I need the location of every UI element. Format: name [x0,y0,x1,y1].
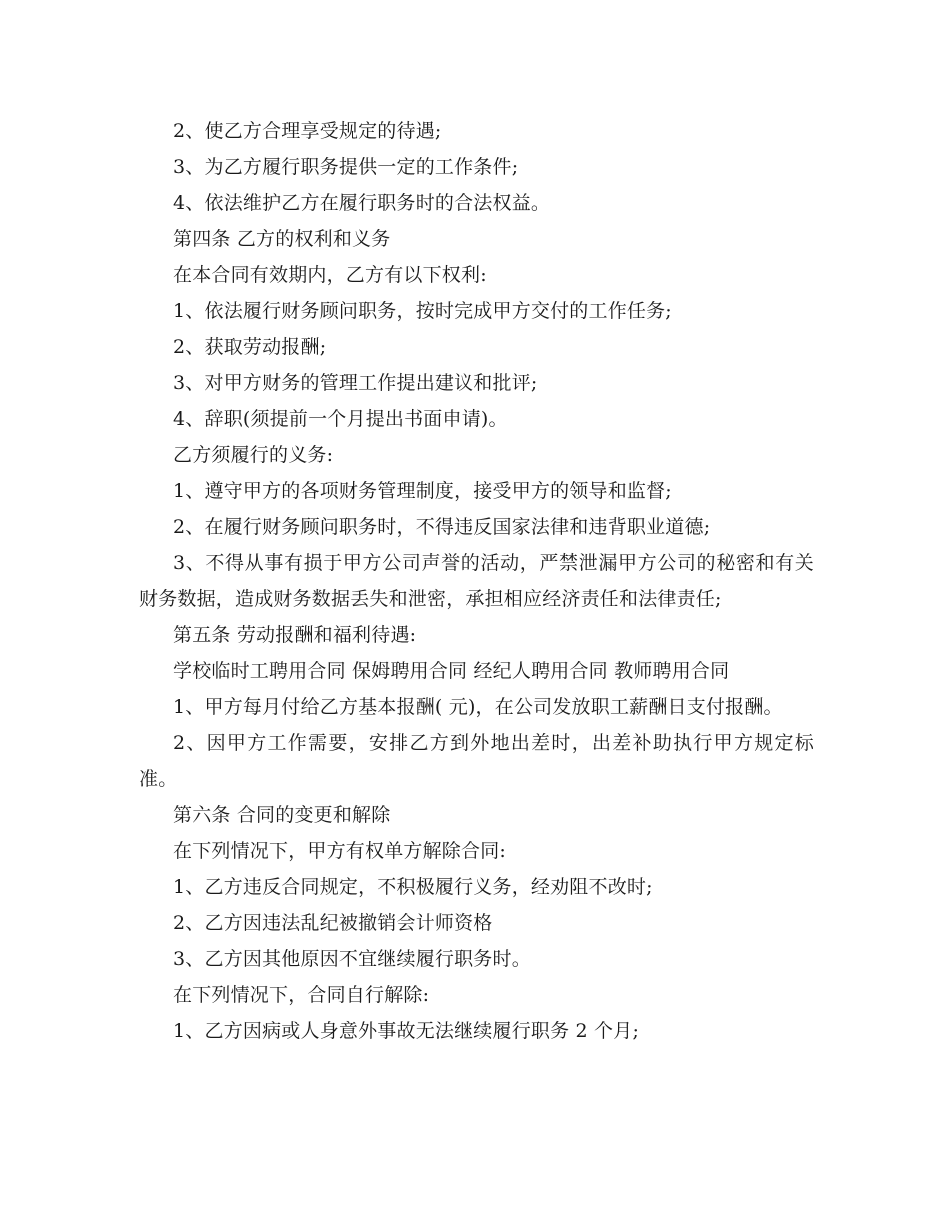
paragraph: 乙方须履行的义务: [173,444,334,466]
paragraph: 4、辞职(须提前一个月提出书面申请)。 [173,408,508,430]
paragraph: 1、遵守甲方的各项财务管理制度，接受甲方的领导和监督; [173,480,672,502]
paragraph: 1、甲方每月付给乙方基本报酬( 元)，在公司发放职工薪酬日支付报酬。 [173,696,783,718]
paragraph: 学校临时工聘用合同 保姆聘用合同 经纪人聘用合同 教师聘用合同 [173,660,730,682]
paragraph: 3、对甲方财务的管理工作提出建议和批评; [173,372,538,394]
section-heading: 第五条 劳动报酬和福利待遇: [173,624,417,646]
document-body [139,113,814,1049]
paragraph: 1、依法履行财务顾问职务，按时完成甲方交付的工作任务; [173,300,672,322]
paragraph: 2、获取劳动报酬; [173,336,327,358]
paragraph: 2、使乙方合理享受规定的待遇; [173,120,442,142]
paragraph: 2、在履行财务顾问职务时，不得违反国家法律和违背职业道德; [173,516,711,538]
paragraph: 在下列情况下，甲方有权单方解除合同: [173,840,507,862]
paragraph: 1、乙方因病或人身意外事故无法继续履行职务 2 个月; [173,1020,640,1042]
paragraph: 4、依法维护乙方在履行职务时的合法权益。 [173,192,551,214]
section-heading: 第四条 乙方的权利和义务 [173,228,391,250]
paragraph: 3、不得从事有损于甲方公司声誉的活动，严禁泄漏甲方公司的秘密和有关财务数据，造成财务数据丢失和泄密，承担相应经济责任和法律责任; [139,552,814,610]
paragraph: 2、因甲方工作需要，安排乙方到外地出差时，出差补助执行甲方规定标准。 [139,732,814,790]
paragraph: 1、乙方违反合同规定，不积极履行义务，经劝阻不改时; [173,876,653,898]
paragraph: 在本合同有效期内，乙方有以下权利: [173,264,487,286]
section-heading: 第六条 合同的变更和解除 [173,804,391,826]
paragraph: 3、为乙方履行职务提供一定的工作条件; [173,156,519,178]
paragraph: 在下列情况下，合同自行解除: [173,984,430,1006]
paragraph: 2、乙方因违法乱纪被撤销会计师资格 [173,912,493,934]
paragraph: 3、乙方因其他原因不宜继续履行职务时。 [173,948,531,970]
